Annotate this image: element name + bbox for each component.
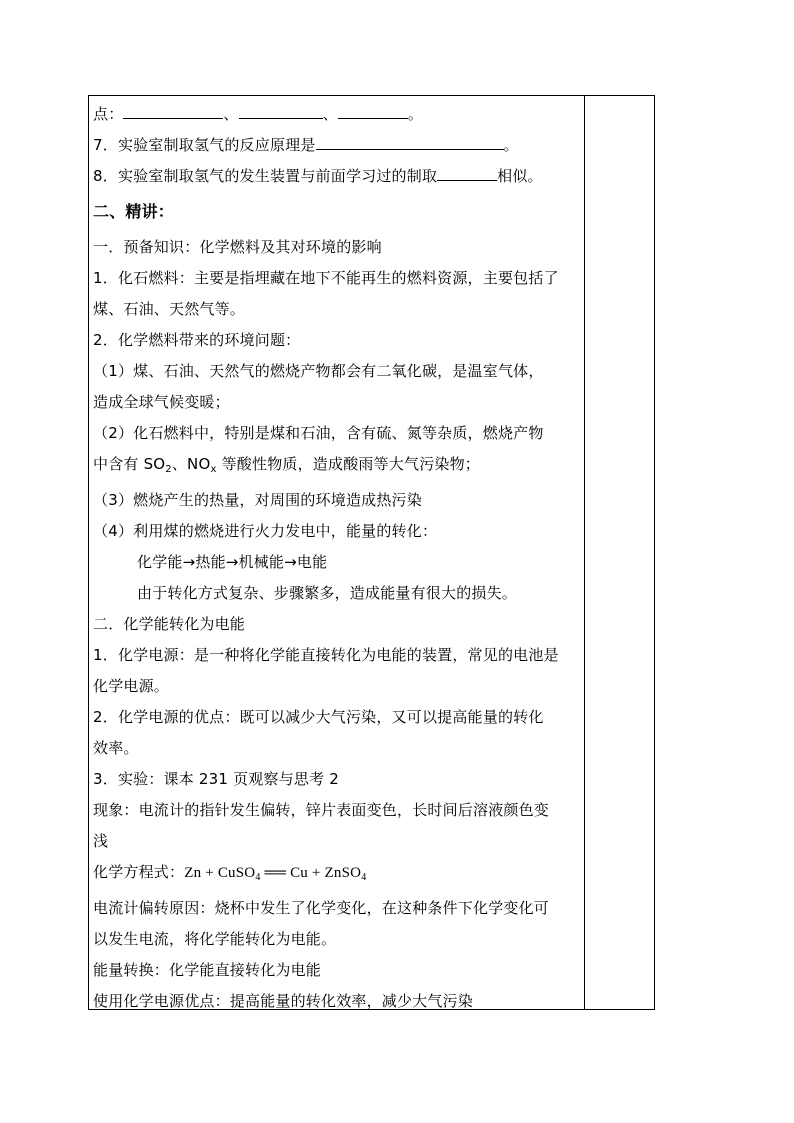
text: 中含有 SO [93, 455, 166, 473]
paragraph-line: （2）化石燃料中，特别是煤和石油，含有硫、氮等杂质，燃烧产物 [93, 424, 544, 442]
paragraph-line: 能量转换：化学能直接转化为电能 [93, 961, 322, 979]
main-column [93, 99, 579, 1017]
paragraph-line: （4）利用煤的燃烧进行火力发电中，能量的转化： [93, 522, 438, 540]
paragraph-line: 化学电源。 [93, 677, 170, 695]
question-8 [93, 161, 579, 192]
equation-text: ══ Cu + ZnSO [260, 865, 362, 881]
paragraph-line: 煤、石油、天然气等。 [93, 300, 246, 318]
line-answer-points [93, 99, 579, 130]
paragraph-line: 电流计偏转原因：烧杯中发生了化学变化，在这种条件下化学变化可 [93, 899, 550, 917]
text: 化学方程式： [93, 863, 185, 881]
text: 、 [322, 105, 338, 123]
text: 、 [223, 105, 239, 123]
subsection-title: 一．预备知识：化学燃料及其对环境的影响 [93, 238, 382, 256]
question-7 [93, 130, 579, 161]
subscript: x [210, 464, 217, 475]
fill-blank-3[interactable] [338, 106, 408, 119]
text: 等酸性物质，造成酸雨等大气污染物； [216, 455, 480, 473]
paragraph-line: 1．化学电源：是一种将化学能直接转化为电能的装置，常见的电池是 [93, 646, 559, 664]
text: 、NO [171, 455, 211, 473]
text: 8．实验室制取氢气的发生装置与前面学习过的制取 [93, 167, 438, 185]
subscript: 2 [165, 464, 172, 475]
fill-blank-2[interactable] [239, 106, 323, 119]
paragraph-line [93, 449, 579, 485]
text: 7．实验室制取氢气的反应原理是 [93, 136, 316, 154]
paragraph-line: 效率。 [93, 739, 139, 757]
paragraph-line: （3）燃烧产生的热量，对周围的环境造成热污染 [93, 491, 422, 509]
column-divider [584, 96, 585, 1009]
text: 相似。 [497, 167, 543, 185]
paragraph-line: 1．化石燃料：主要是指埋藏在地下不能再生的燃料资源，主要包括了 [93, 269, 559, 287]
fill-blank-4[interactable] [316, 137, 504, 150]
energy-conversion-chain: 化学能→热能→机械能→电能 [137, 553, 328, 571]
chemical-equation [93, 857, 579, 893]
paragraph-line: 浅 [93, 832, 109, 850]
worksheet-table [88, 95, 655, 1010]
equation-text: Zn + CuSO [184, 865, 256, 881]
paragraph-line: 使用化学电源优点：提高能量的转化效率，减少大气污染 [93, 992, 474, 1010]
paragraph-line: 造成全球气候变暖； [93, 393, 230, 411]
paragraph-line: 由于转化方式复杂、步骤繁多，造成能量有很大的损失。 [137, 584, 518, 602]
subsection-title: 二．化学能转化为电能 [93, 615, 246, 633]
paragraph-line: 2．化学电源的优点：既可以减少大气污染，又可以提高能量的转化 [93, 708, 544, 726]
text: 。 [503, 136, 519, 154]
text: 点： [93, 105, 124, 123]
paragraph-line: 现象：电流计的指针发生偏转，锌片表面变色，长时间后溶液颜色变 [93, 801, 550, 819]
fill-blank-1[interactable] [123, 106, 223, 119]
subscript: 4 [361, 872, 367, 883]
subscript: 4 [255, 872, 261, 883]
text: 。 [407, 105, 424, 123]
paragraph-line: 以发生电流，将化学能转化为电能。 [93, 930, 337, 948]
paragraph-line: （1）煤、石油、天然气的燃烧产物都会有二氧化碳，是温室气体， [93, 362, 544, 380]
paragraph-line: 3．实验：课本 231 页观察与思考 2 [93, 770, 340, 788]
fill-blank-5[interactable] [437, 168, 497, 181]
section-heading: 二、精讲： [93, 202, 175, 221]
paragraph-line: 2．化学燃料带来的环境问题： [93, 331, 301, 349]
